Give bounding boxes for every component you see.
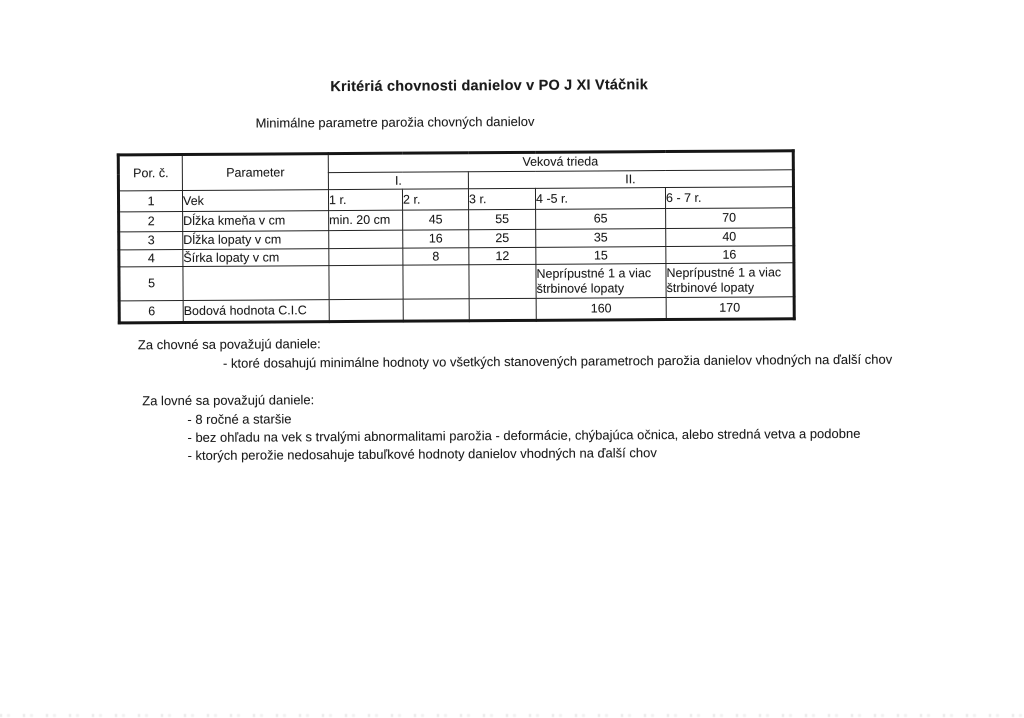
value-cell: 40 bbox=[666, 228, 794, 247]
value-cell bbox=[469, 298, 536, 320]
parameter-cell: Šírka lopaty v cm bbox=[183, 249, 329, 267]
value-cell: 15 bbox=[536, 247, 666, 265]
row-number-cell: 1 bbox=[118, 191, 182, 212]
parameter-cell: Bodová hodnota C.I.C bbox=[183, 300, 329, 323]
header-por-c: Por. č. bbox=[118, 155, 182, 191]
value-cell: 55 bbox=[469, 209, 536, 229]
parameter-cell: Dĺžka kmeňa v cm bbox=[183, 211, 329, 232]
note-bullet: - ktoré dosahujú minimálne hodnoty vo všetkých stanovených parametroch parožia danielov vhodných na ďalší chov bbox=[222, 351, 893, 371]
note-bullet: - ktorých perožie nedosahuje tabuľkové hodnoty danielov vhodných na ďalší chov bbox=[187, 445, 657, 463]
value-cell: 3 r. bbox=[468, 188, 535, 209]
page-title: Kritériá chovnosti danielov v PO J XI Vtáčnik bbox=[330, 77, 649, 96]
value-cell bbox=[403, 299, 469, 321]
scan-edge-artifact bbox=[0, 714, 1024, 717]
note-heading: Za chovné sa považujú daniele: bbox=[137, 336, 321, 353]
table-row-nepripustne bbox=[119, 263, 794, 301]
value-cell: 25 bbox=[469, 229, 536, 247]
value-cell: 160 bbox=[536, 298, 666, 321]
value-cell: 65 bbox=[536, 209, 666, 230]
row-number-cell: 3 bbox=[119, 232, 183, 250]
table-row-bodova-hodnota bbox=[119, 297, 794, 323]
value-cell: 6 - 7 r. bbox=[665, 187, 793, 209]
value-cell: 70 bbox=[666, 208, 794, 229]
note-bullet: - bez ohľadu na vek s trvalými abnormalitami parožia - deformácie, chýbajúca očnica, alebo stredná vetva a podobne bbox=[187, 425, 861, 445]
value-cell: Neprípustné 1 a viac štrbinové lopaty bbox=[536, 264, 666, 299]
value-cell: min. 20 cm bbox=[329, 210, 403, 230]
value-cell bbox=[329, 248, 403, 265]
criteria-table bbox=[117, 149, 796, 324]
row-number-cell: 2 bbox=[119, 212, 183, 232]
row-number-cell: 6 bbox=[119, 301, 183, 323]
value-cell bbox=[329, 299, 403, 321]
value-cell: 2 r. bbox=[402, 189, 468, 210]
row-number-cell: 5 bbox=[119, 267, 183, 301]
value-cell: 12 bbox=[469, 247, 536, 264]
value-cell bbox=[329, 265, 403, 299]
value-cell: 16 bbox=[666, 246, 794, 264]
value-cell: 1 r. bbox=[328, 189, 402, 210]
note-bullet: - 8 ročné a staršie bbox=[187, 411, 292, 427]
value-cell bbox=[469, 264, 536, 298]
value-cell bbox=[403, 265, 469, 299]
parameter-cell: Vek bbox=[182, 190, 328, 212]
header-parameter: Parameter bbox=[182, 154, 328, 191]
parameter-cell: Dĺžka lopaty v cm bbox=[183, 231, 329, 250]
notes-section-chovne bbox=[138, 332, 892, 374]
value-cell: 170 bbox=[666, 297, 794, 320]
value-cell bbox=[329, 230, 403, 248]
header-vekova-trieda: Veková trieda bbox=[328, 151, 793, 173]
value-cell: 4 -5 r. bbox=[535, 188, 665, 210]
value-cell: 45 bbox=[403, 210, 469, 230]
value-cell: Neprípustné 1 a viac štrbinové lopaty bbox=[666, 263, 794, 298]
notes-section-lovne bbox=[142, 388, 860, 465]
header-class-ii: II. bbox=[468, 170, 793, 189]
parameter-cell bbox=[183, 266, 329, 301]
value-cell: 8 bbox=[403, 248, 469, 265]
note-heading: Za lovné sa považujú daniele: bbox=[142, 392, 315, 409]
row-number-cell: 4 bbox=[119, 250, 183, 267]
page-subtitle: Minimálne parametre parožia chovných danielov bbox=[255, 113, 535, 131]
value-cell: 16 bbox=[403, 230, 469, 248]
header-class-i: I. bbox=[328, 172, 468, 190]
value-cell: 35 bbox=[536, 229, 666, 248]
